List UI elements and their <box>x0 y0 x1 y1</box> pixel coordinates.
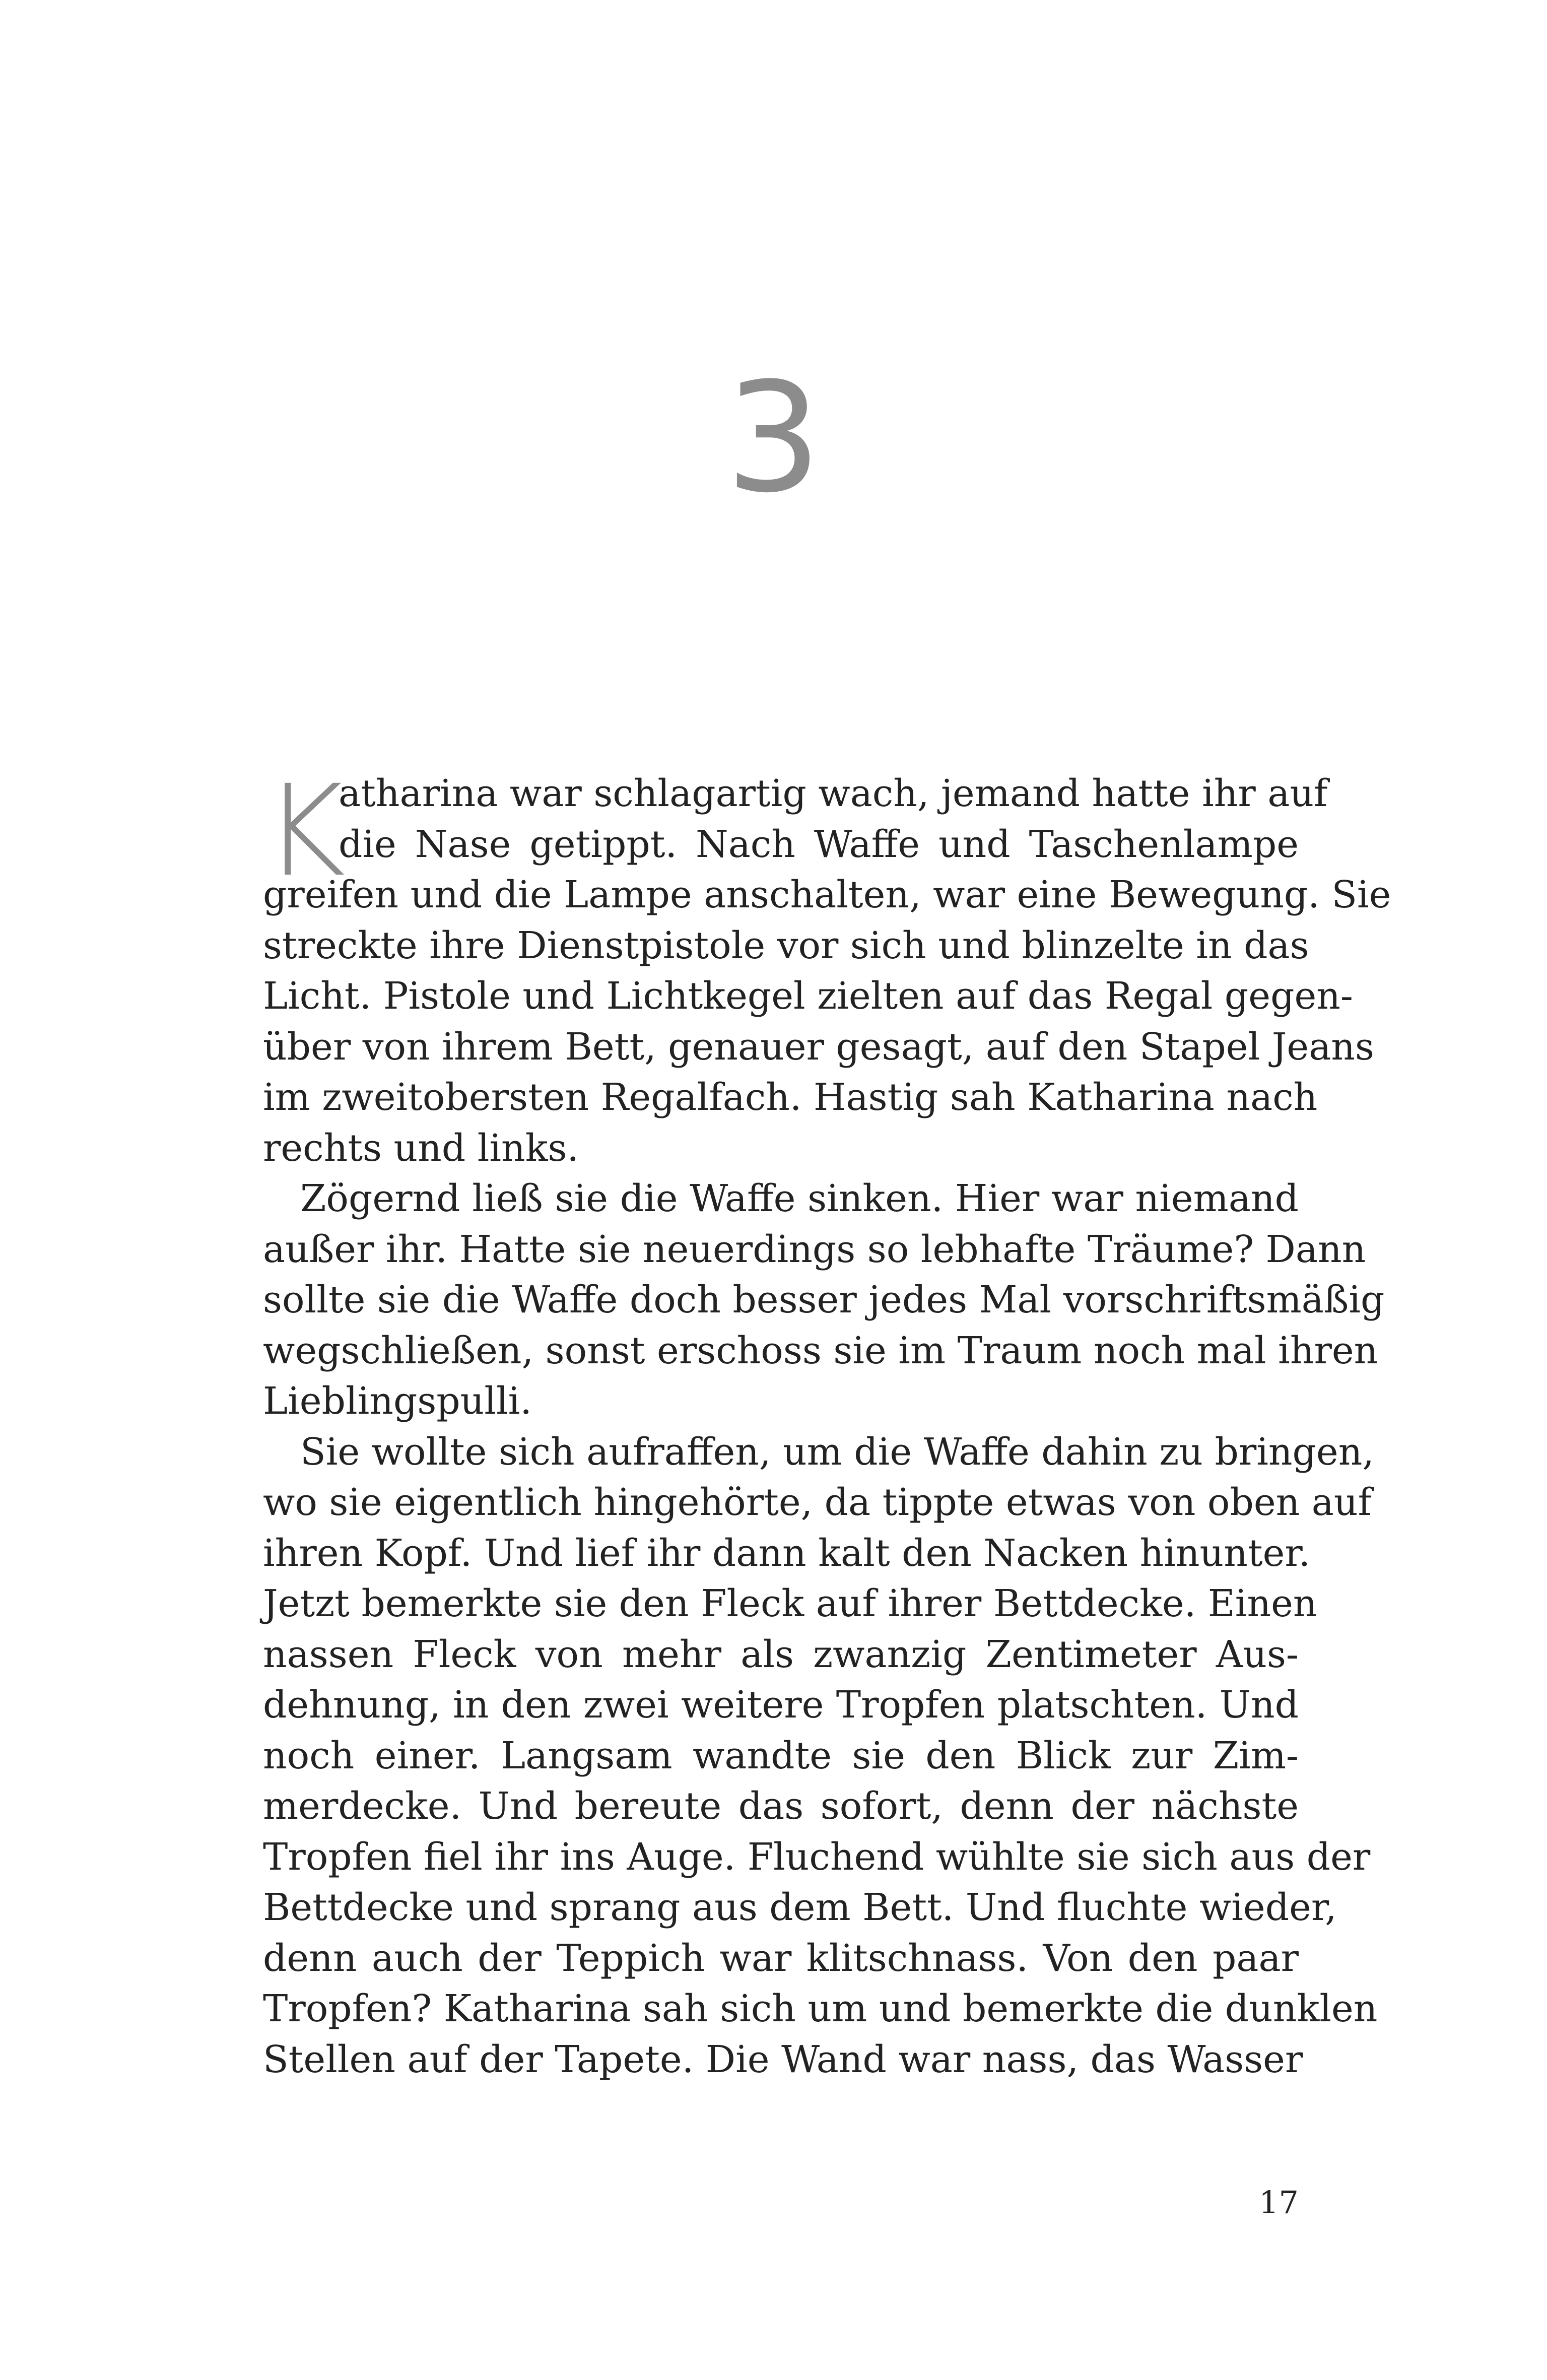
chapter-number: 3 <box>725 350 822 526</box>
text-line: noch einer. Langsam wandte sie den Blick zur Zim- <box>263 1734 1299 1777</box>
text-line: außer ihr. Hatte sie neuerdings so lebhafte Träume? Dann <box>263 1227 1366 1271</box>
text-line: die Nase getippt. Nach Waffe und Taschenlampe <box>339 822 1299 866</box>
text-line: streckte ihre Dienstpistole vor sich und blinzelte in das <box>263 923 1309 967</box>
text-line: greifen und die Lampe anschalten, war eine Bewegung. Sie <box>263 873 1391 916</box>
text-line: rechts und links. <box>263 1126 579 1170</box>
text-line: wegschließen, sonst erschoss sie im Traum noch mal ihren <box>263 1329 1378 1372</box>
text-line: Tropfen fiel ihr ins Auge. Fluchend wühlte sie sich aus der <box>263 1835 1371 1879</box>
text-line: dehnung, in den zwei weitere Tropfen platschten. Und <box>263 1683 1299 1727</box>
text-line: Sie wollte sich aufraffen, um die Waffe dahin zu bringen, <box>300 1430 1374 1474</box>
text-line: Bettdecke und sprang aus dem Bett. Und fluchte wieder, <box>263 1886 1337 1929</box>
text-line: Jetzt bemerkte sie den Fleck auf ihrer Bettdecke. Einen <box>263 1582 1317 1625</box>
body-text <box>263 758 1391 2085</box>
text-line: wo sie eigentlich hingehörte, da tippte etwas von oben auf <box>263 1481 1372 1524</box>
text-line: atharina war schlagartig wach, jemand hatte ihr auf <box>339 772 1328 815</box>
text-line: Stellen auf der Tapete. Die Wand war nass, das Wasser <box>263 2037 1303 2081</box>
text-line: Tropfen? Katharina sah sich um und bemerkte die dunklen <box>263 1987 1378 2030</box>
drop-cap: K <box>263 758 346 904</box>
text-line: sollte sie die Waffe doch besser jedes Mal vorschriftsmäßig <box>263 1278 1385 1321</box>
text-line: im zweitobersten Regalfach. Hastig sah Katharina nach <box>263 1076 1318 1119</box>
page-number: 17 <box>1259 2184 1299 2221</box>
text-line: ihren Kopf. Und lief ihr dann kalt den Nacken hinunter. <box>263 1531 1311 1575</box>
text-line: über von ihrem Bett, genauer gesagt, auf den Stapel Jeans <box>263 1025 1374 1069</box>
text-line: denn auch der Teppich war klitschnass. Von den paar <box>263 1936 1299 1980</box>
text-line: Zögernd ließ sie die Waffe sinken. Hier war niemand <box>300 1177 1299 1220</box>
text-line: Lieblingspulli. <box>263 1379 532 1423</box>
text-line: merdecke. Und bereute das sofort, denn der nächste <box>263 1784 1299 1828</box>
text-line: Licht. Pistole und Lichtkegel zielten auf das Regal gegen- <box>263 974 1353 1018</box>
text-line: nassen Fleck von mehr als zwanzig Zentimeter Aus- <box>263 1632 1299 1676</box>
